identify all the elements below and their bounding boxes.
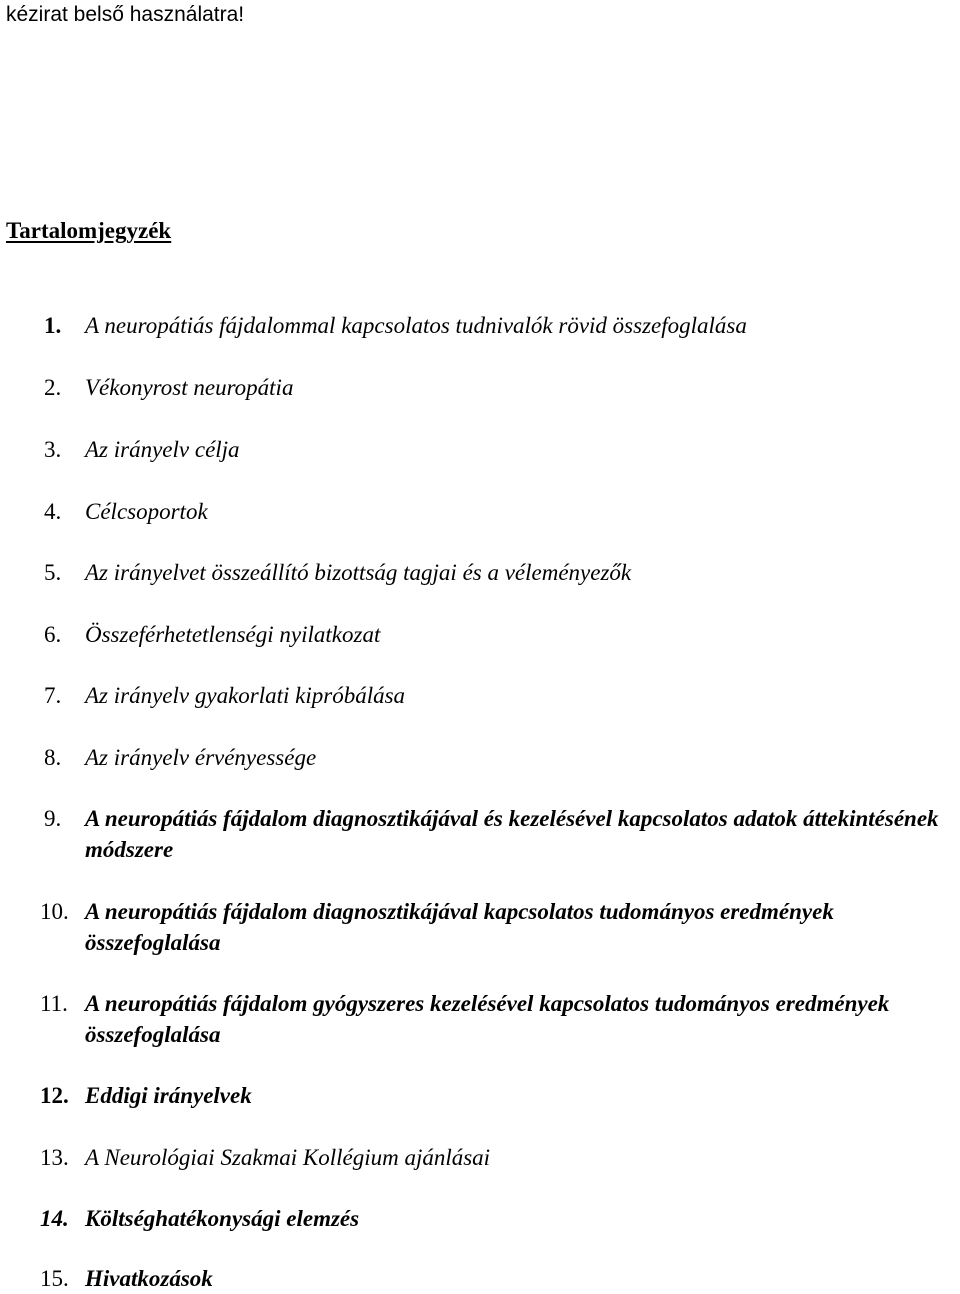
toc-item-text: Vékonyrost neuropátia	[85, 375, 294, 400]
toc-item-number: 8.	[44, 745, 62, 770]
toc-item-text: Az irányelvet összeállító bizottság tagjai és a véleményezők	[85, 560, 632, 585]
toc-item-number: 5.	[44, 560, 62, 585]
toc-title: Tartalomjegyzék	[6, 218, 172, 243]
toc-item-number: 9.	[44, 806, 62, 831]
toc-item-number: 12.	[40, 1083, 69, 1108]
toc-item-number: 3.	[44, 437, 62, 462]
toc-item-text: Hivatkozások	[85, 1266, 213, 1291]
toc-item-number: 11.	[40, 991, 68, 1016]
header-note: kézirat belső használatra!	[6, 3, 245, 26]
toc-item-number: 15.	[40, 1266, 69, 1291]
toc-item-text: Költséghatékonysági elemzés	[85, 1206, 360, 1231]
toc-item-number: 14.	[40, 1206, 69, 1231]
toc-item-number: 1.	[44, 313, 62, 338]
toc-item-text: Az irányelv célja	[85, 437, 240, 462]
toc-item-number: 10.	[40, 899, 69, 924]
toc-item-number: 7.	[44, 683, 62, 708]
toc-item-text: A neuropátiás fájdalom gyógyszeres kezelésével kapcsolatos tudományos eredmények összefoglalása	[85, 991, 890, 1047]
toc-item-number: 4.	[44, 499, 62, 524]
toc-item-text: Az irányelv érvényessége	[85, 745, 317, 770]
toc-item-number: 2.	[44, 375, 62, 400]
toc-item-text: A neuropátiás fájdalommal kapcsolatos tudnivalók rövid összefoglalása	[85, 313, 747, 338]
toc-item-text: A neuropátiás fájdalom diagnosztikájával és kezelésével kapcsolatos adatok áttekintésének módszere	[85, 806, 939, 862]
toc-item-text: Eddigi irányelvek	[85, 1083, 252, 1108]
toc-item-text: Célcsoportok	[85, 499, 208, 524]
toc-item-text: Az irányelv gyakorlati kipróbálása	[85, 683, 406, 708]
toc-item-number: 13.	[40, 1145, 69, 1170]
toc-item-text: A neuropátiás fájdalom diagnosztikájával kapcsolatos tudományos eredmények összefoglalása	[85, 899, 834, 955]
toc-item-text: Összeférhetetlenségi nyilatkozat	[85, 622, 381, 647]
toc-item-number: 6.	[44, 622, 62, 647]
toc-item-text: A Neurológiai Szakmai Kollégium ajánlásai	[85, 1145, 491, 1170]
